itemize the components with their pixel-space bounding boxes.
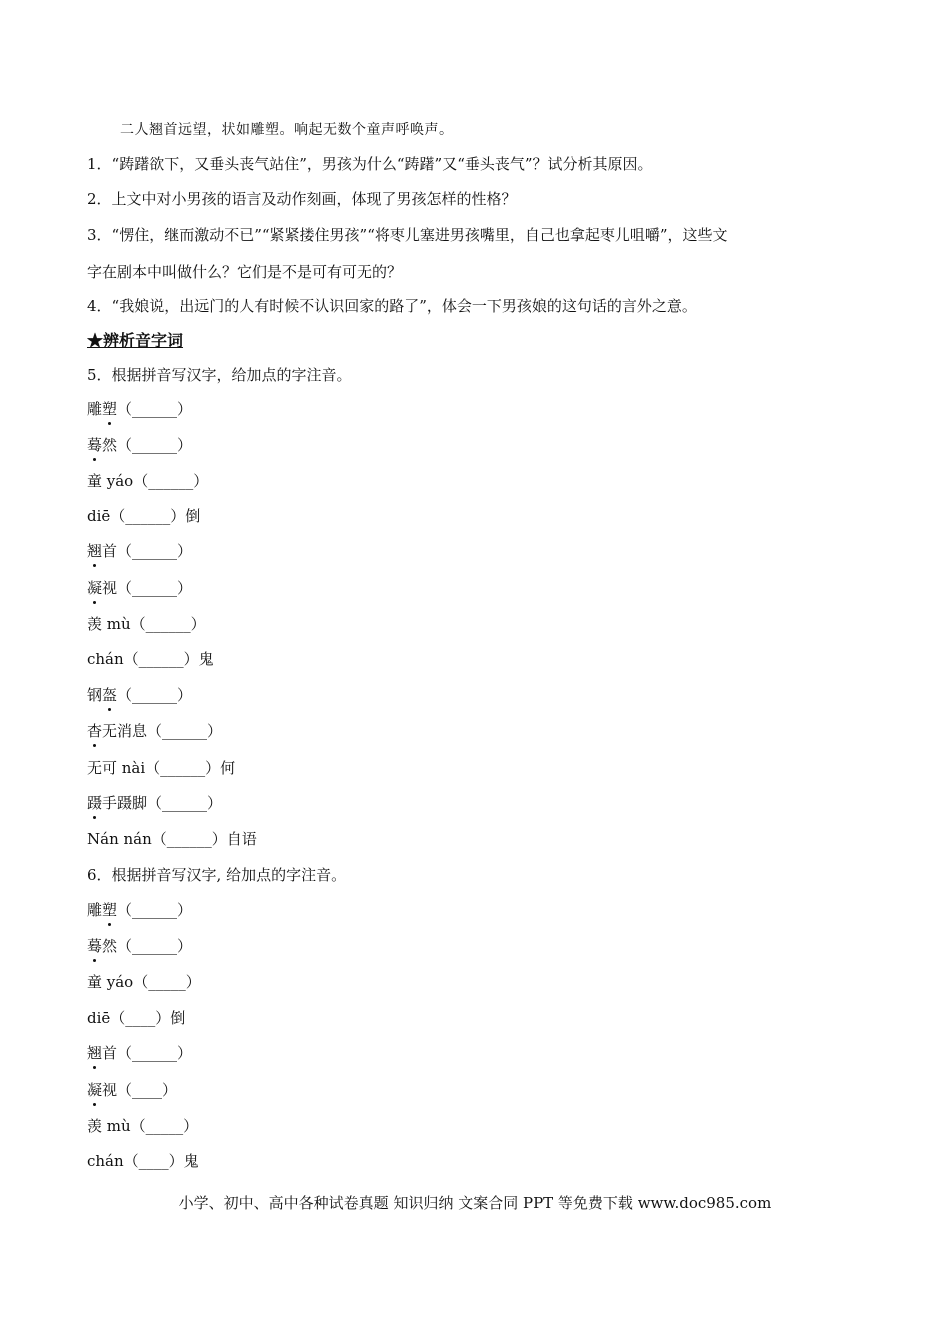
page-footer: 小学、初中、高中各种试卷真题 知识归纳 文案合同 PPT 等免费下载 www.doc985.com <box>178 1194 772 1212</box>
q5-item: 雕塑（______） <box>87 400 193 418</box>
q5-item: 蓦然（______） <box>87 436 193 454</box>
intro-line: 二人翘首远望，状如雕塑。响起无数个童声呼唤声。 <box>120 122 454 138</box>
q5-item: 杳无消息（______） <box>87 722 223 740</box>
question-1: 1．“踌躇欲下，又垂头丧气站住”，男孩为什么“踌躇”又“垂头丧气”？试分析其原因。 <box>87 155 653 173</box>
q5-item: 翘首（______） <box>87 542 193 560</box>
question-3-line-1: 3．“愣住，继而激动不已”“紧紧搂住男孩”“将枣儿塞进男孩嘴里，自己也拿起枣儿咀嚼”，这些文 <box>87 226 728 244</box>
q6-item: 羡 mù（_____） <box>87 1117 199 1135</box>
q6-item: 翘首（______） <box>87 1044 193 1062</box>
q5-item: chán（______）鬼 <box>87 650 214 668</box>
question-4: 4．“我娘说，出远门的人有时候不认识回家的路了”，体会一下男孩娘的这句话的言外之意。 <box>87 297 697 315</box>
q6-item: chán（____）鬼 <box>87 1152 199 1170</box>
q5-item: 羡 mù（______） <box>87 615 206 633</box>
q5-item: 童 yáo（______） <box>87 472 209 490</box>
q5-item: 蹑手蹑脚（______） <box>87 794 223 812</box>
q6-item: 雕塑（______） <box>87 901 193 919</box>
q5-item: 无可 nài（______）何 <box>87 759 236 777</box>
q6-item: 蓦然（______） <box>87 937 193 955</box>
section-title: ★辨析音字词 <box>87 331 184 350</box>
question-2: 2．上文中对小男孩的语言及动作刻画，体现了男孩怎样的性格？ <box>87 190 517 208</box>
question-3-line-2: 字在剧本中叫做什么？它们是不是可有可无的？ <box>87 263 403 281</box>
q6-item: 凝视（____） <box>87 1081 178 1099</box>
q5-item: diē（______）倒 <box>87 507 201 525</box>
q5-prompt: 5．根据拼音写汉字，给加点的字注音。 <box>87 366 352 384</box>
q5-item: 钢盔（______） <box>87 686 193 704</box>
q6-prompt: 6．根据拼音写汉字, 给加点的字注音。 <box>87 866 347 884</box>
q5-item: Nán nán（______）自语 <box>87 830 257 848</box>
q6-item: 童 yáo（_____） <box>87 973 201 991</box>
q5-item: 凝视（______） <box>87 579 193 597</box>
q6-item: diē（____）倒 <box>87 1009 186 1027</box>
